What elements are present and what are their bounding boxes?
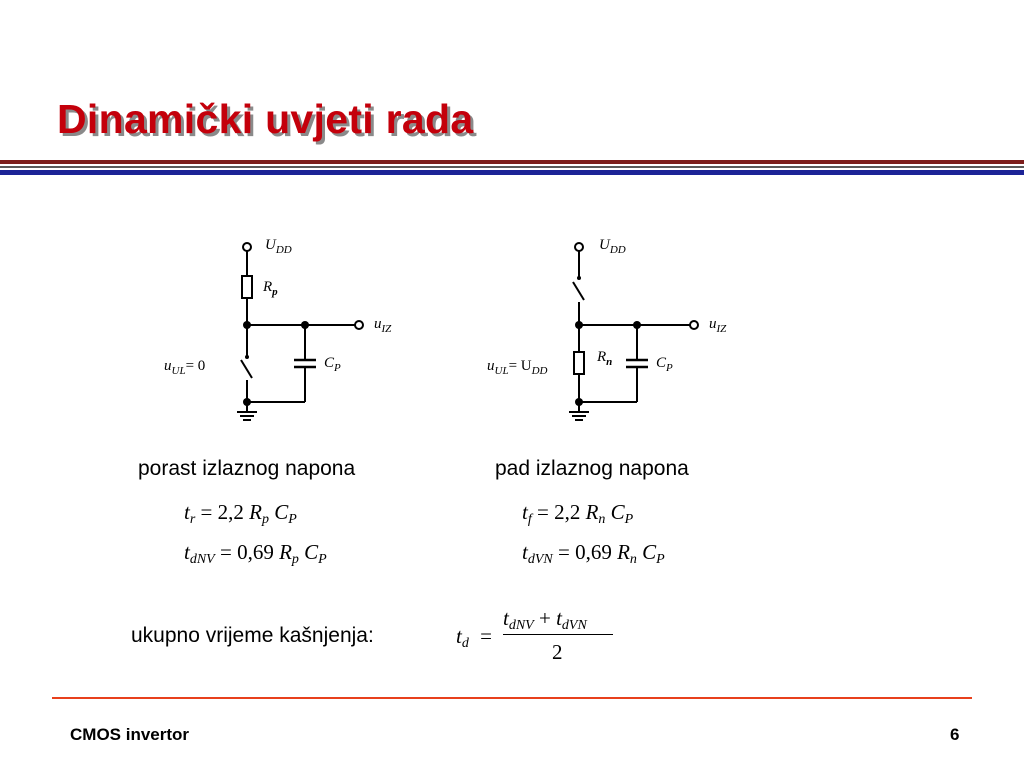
left-capacitor-label: $C_P$ — [324, 355, 341, 374]
formula-tr: $t_r = 2,2$ $R_p$ $C_P$ — [184, 500, 297, 527]
right-circuit — [569, 243, 698, 420]
formula-tdnv: $t_{dNV} = 0,69$ $R_p$ $C_P$ — [184, 540, 327, 567]
right-output-label: $u_{IZ}$ — [709, 316, 727, 335]
right-supply-label: $U_{DD}$ — [599, 237, 626, 256]
footer-rule — [52, 697, 972, 699]
left-input-label: $u_{UL}= 0$ — [164, 358, 206, 377]
formula-td-lhs: $t_d$ = — [456, 624, 492, 651]
formula-tdvn: $t_{dVN} = 0,69$ $R_n$ $C_P$ — [522, 540, 665, 567]
switch-right — [573, 282, 584, 300]
formula-td-denominator: 2 — [552, 640, 563, 664]
right-caption: pad izlaznog napona — [495, 457, 689, 480]
resistor-rn — [574, 352, 584, 374]
page-number: 6 — [950, 725, 960, 744]
fraction-bar — [503, 634, 613, 635]
formula-tf: $t_f = 2,2$ $R_n$ $C_P$ — [522, 500, 634, 527]
right-capacitor-label: $C_P$ — [656, 355, 673, 374]
resistor-rp — [242, 276, 252, 298]
footer-title: CMOS invertor — [70, 725, 190, 744]
left-output-label: $u_{IZ}$ — [374, 316, 392, 335]
left-resistor-label: $R_p$ — [263, 279, 278, 298]
total-delay-label: ukupno vrijeme kašnjenja: — [131, 624, 374, 647]
right-input-label: $u_{UL}= U_{DD}$ — [487, 358, 548, 377]
switch-left — [241, 360, 252, 378]
slide-title: Dinamički uvjeti rada — [57, 96, 474, 142]
formula-td-numerator: $t_{dNV} + t_{dVN}$ — [503, 606, 587, 633]
right-resistor-label: $R_n$ — [597, 349, 613, 368]
left-circuit — [237, 243, 363, 420]
left-supply-label: $U_{DD}$ — [265, 237, 292, 256]
left-caption: porast izlaznog napona — [138, 457, 356, 480]
